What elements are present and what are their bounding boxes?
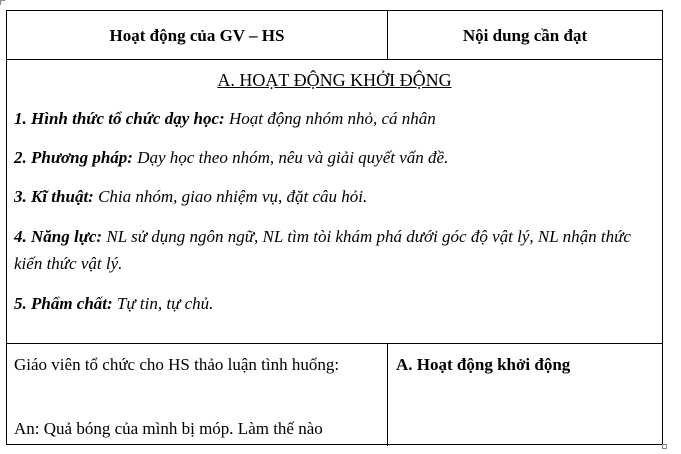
section-title: A. HOẠT ĐỘNG KHỞI ĐỘNG [217, 70, 452, 90]
list-item [14, 290, 654, 317]
item-text: Chia nhóm, giao nhiệm vụ, đặt câu hỏi. [93, 187, 368, 206]
list-item [14, 183, 654, 210]
content-heading: A. Hoạt động khởi động [396, 355, 571, 374]
discussion-row [7, 344, 662, 446]
item-label: 5. Phẩm chất: [14, 294, 113, 313]
list-item [14, 223, 654, 277]
resize-handle-icon[interactable] [662, 444, 667, 449]
item-text: NL sử dụng ngôn ngữ, NL tìm tòi khám phá dưới góc độ vật lý, NL nhận thức kiến thức vật lý. [14, 227, 631, 273]
startup-activity-row [7, 60, 662, 344]
list-item [14, 105, 654, 132]
header-teacher-student-activity: Hoạt động của GV – HS [109, 26, 285, 45]
column-divider [387, 344, 388, 446]
item-label: 2. Phương pháp: [14, 148, 133, 167]
dialogue-paragraph: An: Quả bóng của mình bị móp. Làm thế nào [14, 419, 323, 438]
document-corner-marker [0, 0, 5, 5]
item-text: Tự tin, tự chủ. [112, 294, 214, 313]
item-label: 4. Năng lực: [14, 227, 103, 246]
header-required-content: Nội dung cần đạt [462, 26, 588, 45]
lesson-plan-table [6, 10, 663, 445]
item-text: Hoạt động nhóm nhỏ, cá nhân [224, 109, 436, 128]
item-label: 3. Kĩ thuật: [14, 187, 94, 206]
item-label: 1. Hình thức tổ chức dạy học: [14, 109, 225, 128]
teacher-instruction-paragraph: Giáo viên tổ chức cho HS thảo luận tình huống: [14, 355, 340, 374]
item-text: Dạy học theo nhóm, nêu và giải quyết vấn đề. [132, 148, 449, 167]
list-item [14, 144, 654, 171]
table-header-row [7, 11, 662, 60]
